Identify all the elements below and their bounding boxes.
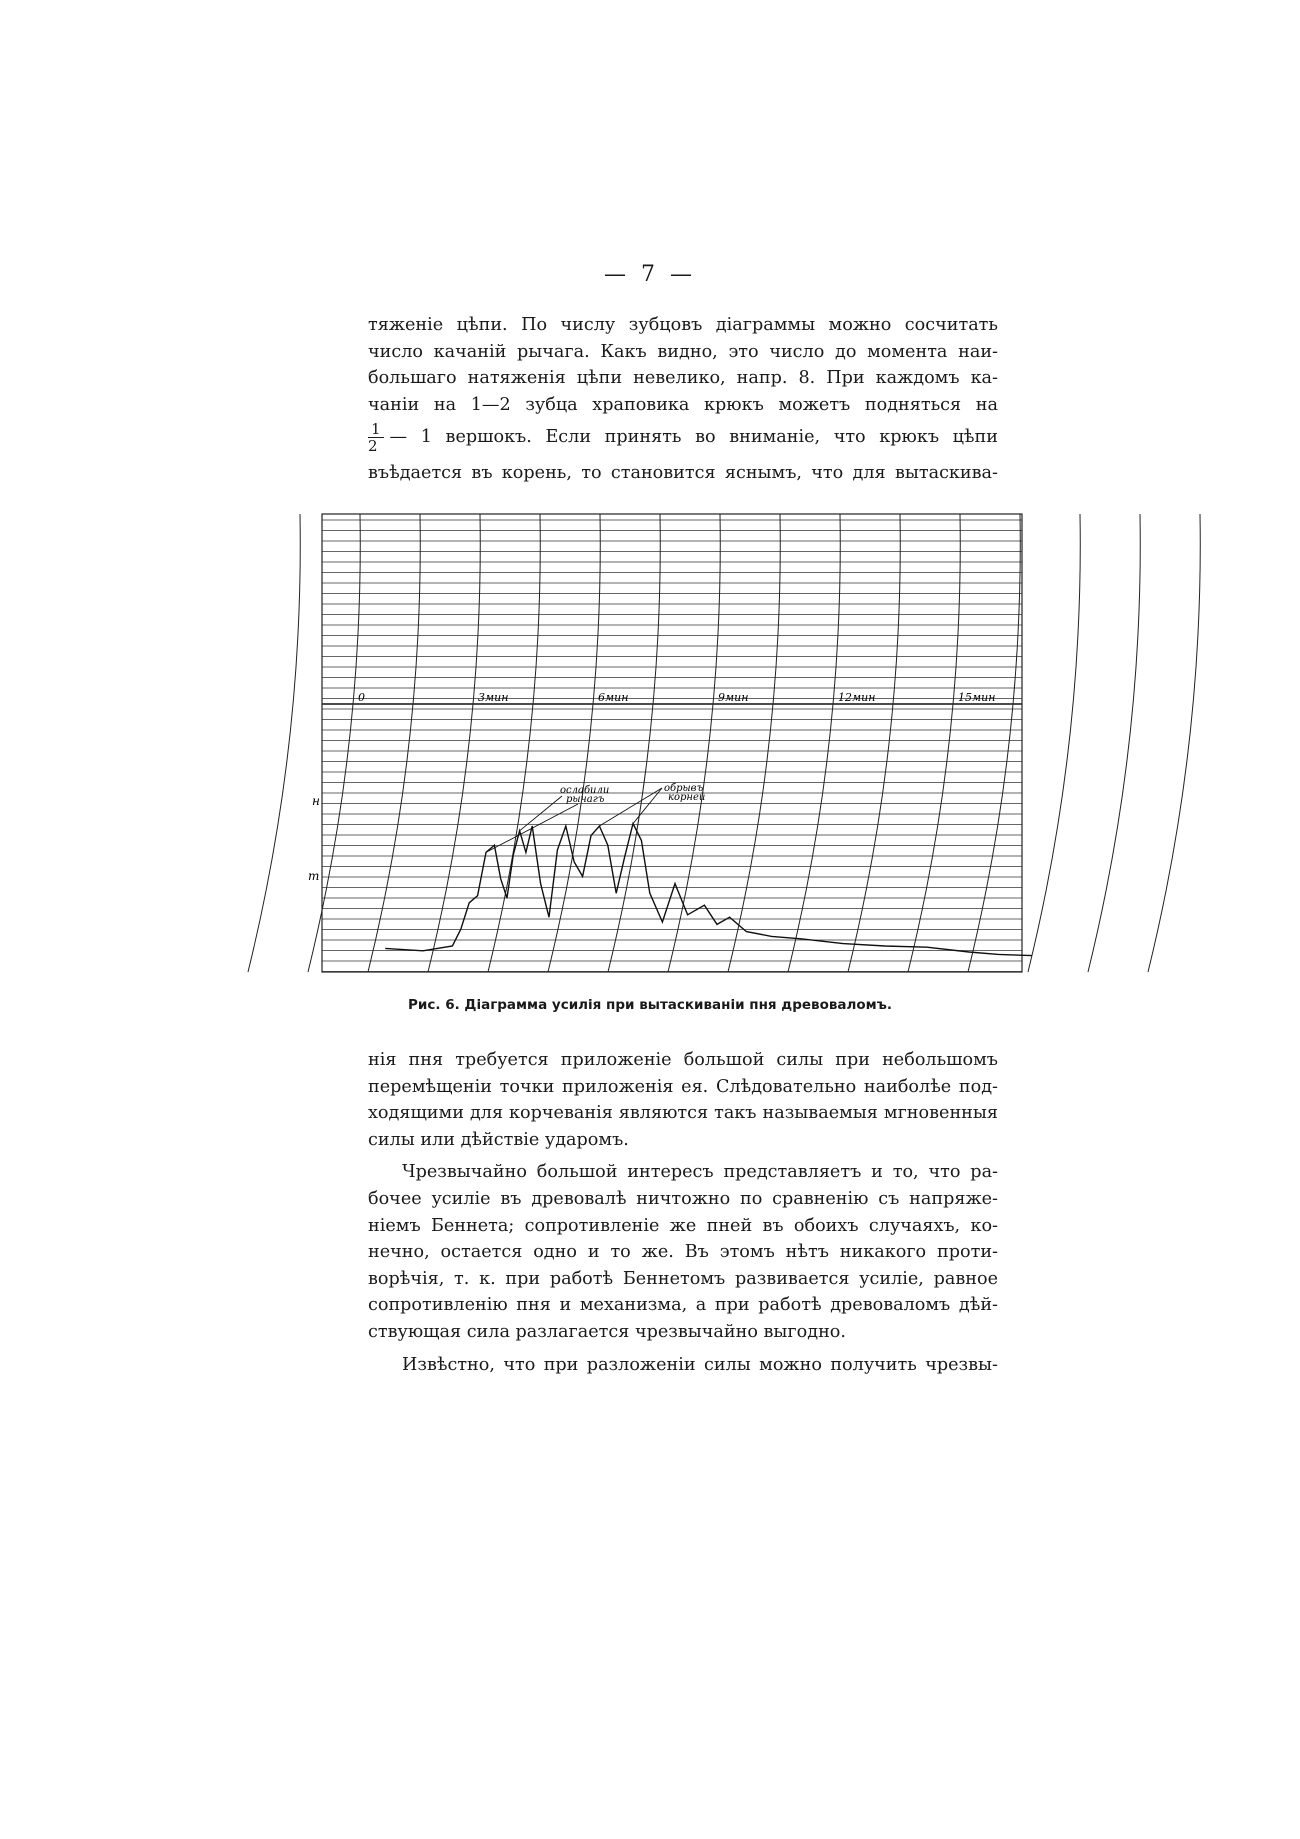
annotations [560, 783, 705, 805]
text-line: бочее усиліе въ древовалѣ ничтожно по сравненію съ напряже- [368, 1188, 998, 1209]
text-line: въѣдается въ корень, то становится яснымъ, что для вытаскива- [368, 463, 998, 484]
grid-arc [1148, 514, 1200, 972]
text-line-fraction [368, 418, 998, 456]
text-line: перемѣщеніи точки приложенія ея. Слѣдовательно наиболѣе под- [368, 1076, 998, 1097]
tick-label: 3мин [478, 691, 509, 704]
text-line: чаніи на 1—2 зубца храповика крюкъ можетъ подняться на [368, 394, 998, 415]
grid-arc [1028, 514, 1080, 972]
minute-labels [358, 691, 995, 704]
tick-label: 9мин [718, 691, 749, 704]
text-line: тяженіе цѣпи. По числу зубцовъ діаграммы можно сосчитать [368, 315, 998, 335]
fraction [368, 421, 384, 454]
figure-caption: Рис. 6. Діаграмма усилія при вытаскиваніи пня древоваломъ. [408, 997, 892, 1013]
text-line: сопротивленію пня и механизма, а при работѣ древоваломъ дѣй- [368, 1295, 998, 1316]
tick-label: 15мин [958, 691, 996, 704]
fraction-line-rest: — 1 вершокъ. Если принять во вниманіе, что крюкъ цѣпи [389, 427, 998, 448]
annotation-leader [520, 796, 562, 831]
text-line: нія пня требуется приложеніе большой силы при небольшомъ [368, 1050, 998, 1070]
text-line: число качаній рычага. Какъ видно, это число до момента наи- [368, 341, 998, 362]
annotation-1-line1: ослабили [560, 785, 610, 796]
text-line: ворѣчія, т. к. при работѣ Беннетомъ развивается усиліе, равное [368, 1268, 998, 1289]
text-line: ніемъ Беннета; сопротивленіе же пней въ обоихъ случаяхъ, ко- [368, 1215, 998, 1236]
tick-label: 12мин [838, 691, 876, 704]
grid-arc [1088, 514, 1140, 972]
fraction-denominator: 2 [368, 436, 378, 455]
text-line: нечно, остается одно и то же. Въ этомъ нѣтъ никакого проти- [368, 1242, 998, 1263]
annotation-2-line2: корней [668, 792, 706, 803]
annotation-1-line2: рычагъ [566, 794, 605, 805]
page-number: — 7 — [604, 262, 696, 287]
text-line: Чрезвычайно большой интересъ представляетъ и то, что ра- [402, 1162, 998, 1183]
text-line: ходящими для корчеванія являются такъ называемыя мгновенныя [368, 1103, 998, 1124]
force-diagram [310, 508, 1030, 978]
text-line: ствующая сила разлагается чрезвычайно выгодно. [368, 1321, 846, 1342]
text-line: Извѣстно, что при разложеніи силы можно получить чрезвы- [402, 1354, 998, 1375]
bottom-paragraphs [368, 1047, 998, 1378]
text-line: большаго натяженія цѣпи невелико, напр. 8. При каждомъ ка- [368, 368, 998, 389]
side-label-lower: т [308, 869, 320, 883]
grid-arc [248, 514, 300, 972]
top-paragraph [368, 312, 998, 487]
side-label-upper: н [312, 794, 320, 808]
text-line: силы или дѣйствіе ударомъ. [368, 1129, 629, 1150]
horizontal-gridlines [322, 520, 1022, 972]
tick-label: 0 [358, 691, 365, 704]
tick-label: 6мин [598, 691, 629, 704]
fraction-numerator: 1 [368, 421, 384, 438]
annotation-2-line1: обрывъ [664, 783, 704, 794]
